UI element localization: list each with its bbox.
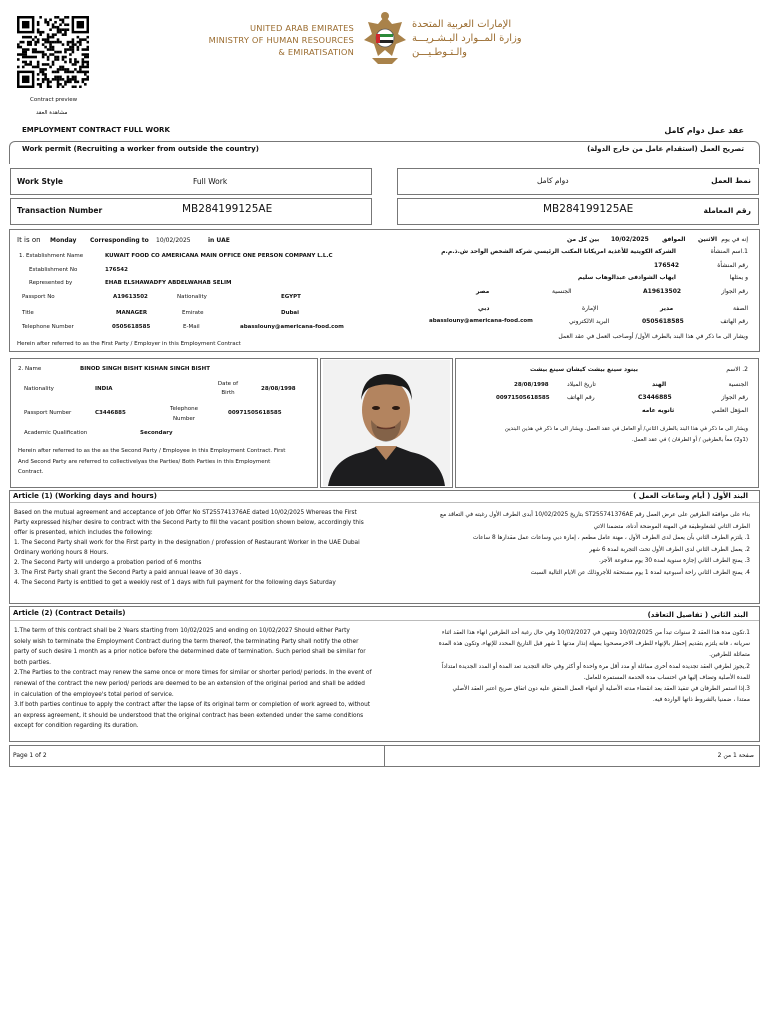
title-value: MANAGER: [116, 310, 148, 316]
est-no-value: 176542: [105, 267, 128, 273]
work-style-value-en: Full Work: [193, 177, 228, 186]
passport-label: Passport No: [22, 294, 55, 300]
sp-ar-dob-value: 28/08/1998: [514, 382, 549, 388]
phone-value: 0505618585: [112, 324, 151, 330]
sp-name-label: 2. Name: [18, 366, 42, 372]
sp-ar-name-value: بينود سينغ بيشت كيشان سينغ بيشت: [530, 366, 638, 373]
est-name-value: KUWAIT FOOD CO AMERICANA MAIN OFFICE ONE PERSON COMPANY L.L.C: [105, 253, 333, 259]
work-style-label-en: Work Style: [17, 177, 63, 186]
qr-code: [17, 16, 89, 88]
ar-day-value: الاثنين: [698, 236, 718, 243]
ar-phone-label: رقم الهاتف: [720, 318, 748, 325]
ar-est-label: 1.اسم المنشأة: [710, 248, 748, 255]
phone-label: Telephone Number: [22, 324, 74, 330]
sp-dob-value: 28/08/1998: [261, 386, 296, 392]
date-value: 10/02/2025: [156, 237, 191, 244]
uae-emblem: [362, 10, 408, 68]
ar-nat-label: الجنسية: [552, 288, 572, 295]
contract-title-en: EMPLOYMENT CONTRACT FULL WORK: [22, 126, 170, 134]
sp-qual-value: Secondary: [140, 430, 173, 436]
ar-title-value: مدير: [660, 305, 674, 312]
transaction-label-ar: رقم المعاملة: [703, 206, 751, 215]
transaction-label-en: Transaction Number: [17, 206, 103, 215]
ar-rep-value: ايهاب الشوادفى عبدالوهاب سليم: [577, 274, 676, 281]
article2-text-en: 1.The term of this contract shall be 2 Years starting from 10/02/2025 and ending on 10/02/2027 Should either Party solely wish to terminate the Employment Contract during the term thereof, the terminating Party shall notify the other party of such desire 1 month as a prior notice before the determined date of termination. Such period shall be similar for both parties. 2.The Parties to the contract may renew the same once or more times for similar or shorter period/ periods. In the event of renewal of the contract the new period/ periods are deemed to be an extension of the original period and shall be added in calculation of the employee's total period of service. 3.If both parties continue to apply the contract after the lapse of its original term or completion of work agreed to, without an express agreement, it should be understood that the original contract has been extended under the same conditions except for condition regarding its duration.: [14, 628, 372, 730]
article1-text-en: Based on the mutual agreement and acceptance of Job Offer No ST255741376AE dated 10/02/2025 Whereas the First Party expressed his/her desire to contract with the Second Party to fill the vacant position shown below, accordingly this offer is presented, which includes the following: 1. The Second Party shall work for the First party in the designation / profession of Restaurant Worker in the UAE Dubai Ordinary working hours 8 Hours. 2. The Second Party will undergo a probation period of 6 months 3. The First Party shall grant the Second Party a paid annual leave of 30 days . 4. The Second Party is entitled to get a weekly rest of 1 days with full payment for the following days Saturday: [14, 510, 364, 586]
sp-ar-nat-value: الهند: [652, 381, 667, 388]
article1-title-ar: البند الأول ( أيام وساعات العمل ): [633, 492, 748, 500]
sp-ar-dob-label: تاريخ الميلاد: [567, 381, 596, 388]
work-style-en-box: [10, 168, 372, 195]
email-value: abasslouny@americana-food.com: [240, 324, 344, 330]
passport-value: A19613502: [113, 294, 148, 300]
sp-ar-phone-value: 00971505618585: [496, 395, 550, 401]
ar-estno-label: رقم المنشأة: [717, 262, 748, 269]
page-number-en: Page 1 of 2: [13, 752, 47, 759]
ar-emirate-value: دبي: [478, 305, 490, 312]
ar-email-label: البريد الالكتروني: [569, 318, 610, 325]
ministry-title-ar: الإمارات العربية المتحدة وزارة المــوارد البـشـريـــة والـتـوطـيـــن: [412, 19, 522, 58]
work-style-value-ar: دوام كامل: [537, 176, 569, 185]
ar-pass-value: A19613502: [643, 288, 682, 295]
second-party-ar-box: [455, 358, 759, 488]
ar-estno-value: 176542: [654, 262, 680, 269]
article2-title-en: Article (2) (Contract Details): [13, 609, 126, 617]
nationality-value: EGYPT: [281, 294, 301, 300]
sp-herein-ar: ويشار الى ما ذكر في هذا البند بالطرف الثاني/ أو العامل في عقد العمل. ويشار الى ما ذكر في هذين البندين (1و2) معاً بالطرفين / أو الطرفان ) في عقد العمل.: [504, 426, 748, 443]
sp-ar-qual-label: المؤهل العلمي: [711, 407, 748, 414]
sp-passport-value: C3446885: [95, 410, 126, 416]
nationality-label: Nationality: [177, 294, 207, 300]
sp-herein-en: Herein after referred to as the as the Second Party / Employee in this Employment Contract. First And Second Party are referred to collectivelyas the Parties/ Both Parties in this Employment Contract.: [18, 448, 286, 475]
emirate-label: Emirate: [182, 310, 204, 316]
emirate-value: Dubai: [281, 310, 300, 316]
employee-photo: [323, 360, 450, 486]
contract-preview-en: Contract preview: [30, 97, 78, 103]
sp-ar-phone-label: رقم الهاتف: [567, 394, 595, 401]
ar-pass-label: رقم الجواز: [721, 288, 748, 295]
permit-ar: تصريح العمل (استقدام عامل من خارج الدولة): [587, 145, 744, 153]
it-is-on-label: It is on: [17, 236, 41, 244]
article1-title-en: Article (1) (Working days and hours): [13, 492, 157, 500]
contract-title-ar: عقد عمل دوام كامل: [664, 126, 744, 135]
ar-corr-label: الموافق: [662, 236, 686, 243]
page-number-ar: صفحة 1 من 2: [717, 752, 754, 759]
ar-title-label: الصفة: [733, 305, 748, 312]
sp-ar-pass-label: رقم الجواز: [721, 394, 748, 401]
sp-ar-pass-value: C3446885: [638, 394, 672, 401]
ar-phone-value: 0505618585: [642, 318, 684, 325]
ar-emirate-label: الإمارة: [582, 305, 599, 312]
work-style-ar-box: [397, 168, 759, 195]
sp-nat-label: Nationality: [24, 386, 54, 392]
day-value: Monday: [50, 237, 77, 244]
ar-day-label: إنه في يوم: [721, 236, 748, 243]
ar-est-value: الشركة الكويتية للأغذية امريكانا المكتب الرئيسي شركة الشخص الواحد ش.ذ.م.م: [441, 248, 676, 255]
sp-ar-name-label: 2. الاسم: [726, 366, 748, 373]
first-party-herein-ar: ويشار الى ما ذكر في هذا البند بالطرف الأول/ أوصاحب العمل في عقد العمل: [558, 333, 748, 340]
sp-ar-nat-label: الجنسية: [728, 381, 748, 388]
article2-text-ar: 1.تكون مدة هذا العقد 2 سنوات تبدأ من 10/02/2025 وتنتهي في 10/02/2027 وفي حال رغبة أحد الطرفين انهاء هذا العقد اثناء سريانه ، فانه يلتزم بتقديم إخطار بالإنهاء للطرف الاخرمصحوبا بمهلة إنذار مدتها 1 شهر قبل التاريخ المحدد للإنهاء، وتكون هذه المدة متماثلة للطرفين. 2.يجوز لطرفي العقد تجديده لمدة أخرى مماثلة أو مدد أقل مرة واحدة أو أكثر وفي حالة التجديد تعد المدة أو المدد الجديدة امتداداً للمدة الأصلية وتضاف إليها في احتساب مدة الخدمة المستمرة للعامل. 3.إذا استمر الطرفان في تنفيذ العقد بعد انقضاء مدته الأصلية أو انتهاء العمل المتفق عليه دون اتفاق صريح اعتبر العقد الأصلي ممتدا ، ضمنيا بالشروط ذاتها الواردة فيه.: [438, 630, 750, 704]
ar-rep-label: و يمثلها: [729, 274, 748, 281]
est-no-label: Establishment No: [29, 267, 78, 273]
title-label: Title: [22, 310, 34, 316]
sp-ar-qual-value: ثانويه عامه: [642, 407, 675, 414]
first-party-herein-en: Herein after referred to as the First Party / Employer in this Employment Contract: [17, 341, 241, 347]
transaction-value-ar: MB284199125AE: [543, 203, 634, 215]
ar-email-value: abasslouny@americana-food.com: [429, 318, 533, 324]
sp-phone-label: Telephone Number: [170, 406, 198, 422]
sp-name-value: BINOD SINGH BISHT KISHAN SINGH BISHT: [80, 366, 210, 372]
rep-value: EHAB ELSHAWADFY ABDELWAHAB SELIM: [105, 280, 232, 286]
corresponding-label: Corresponding to: [90, 237, 149, 244]
sp-phone-value: 00971505618585: [228, 410, 282, 416]
in-uae-label: in UAE: [208, 237, 230, 244]
contract-preview-ar: مشاهدة العقد: [36, 110, 68, 116]
permit-en: Work permit (Recruiting a worker from outside the country): [22, 145, 259, 153]
ar-between-label: بين كل من: [567, 236, 600, 243]
rep-label: Represented by: [29, 280, 73, 286]
est-name-label: 1. Establishment Name: [19, 253, 84, 259]
ministry-title-en: UNITED ARAB EMIRATES MINISTRY OF HUMAN RESOURCES & EMIRATISATION: [208, 23, 354, 57]
ar-date-value: 10/02/2025: [611, 236, 649, 243]
article2-title-ar: البند الثاني ( تفاصيل التعاقد): [647, 611, 748, 619]
email-label: E-Mail: [183, 324, 200, 330]
sp-dob-label: Date of Birth: [217, 381, 239, 396]
sp-passport-label: Passport Number: [24, 410, 72, 416]
sp-qual-label: Academic Qualification: [24, 430, 88, 436]
article1-text-ar: بناء على موافقة الطرفين على عرض العمل رقم ST255741376AE بتاريخ 10/02/2025 أبدى الطرف الأول رغبته في التعاقد مع الطرف الثاني لشغلوظيفة في المهنة الموضحة أدناه، متضمنا الاتي 1. يلتزم الطرف الثاني بأن يعمل لدى الطرف الأول ، مهنة عامل مطعم ، إمارة دبي وساعات عمل مقدارها 8 ساعات 2. يعمل الطرف الثاني لدى الطرف الأول تحت التجربة لمدة 6 شهر 3. يمنح الطرف الثاني إجازة سنوية لمدة 30 يوم مدفوعة الأجر. 4. يمنح الطرف الثاني راحة أسبوعية لمدة 1 يوم مستحقة للأجروذلك عن الايام التالية السبت: [440, 512, 750, 576]
transaction-value-en: MB284199125AE: [182, 203, 273, 215]
ar-nat-value: مصر: [476, 288, 490, 295]
sp-nat-value: INDIA: [95, 386, 113, 392]
work-style-label-ar: نمط العمل: [711, 176, 751, 185]
